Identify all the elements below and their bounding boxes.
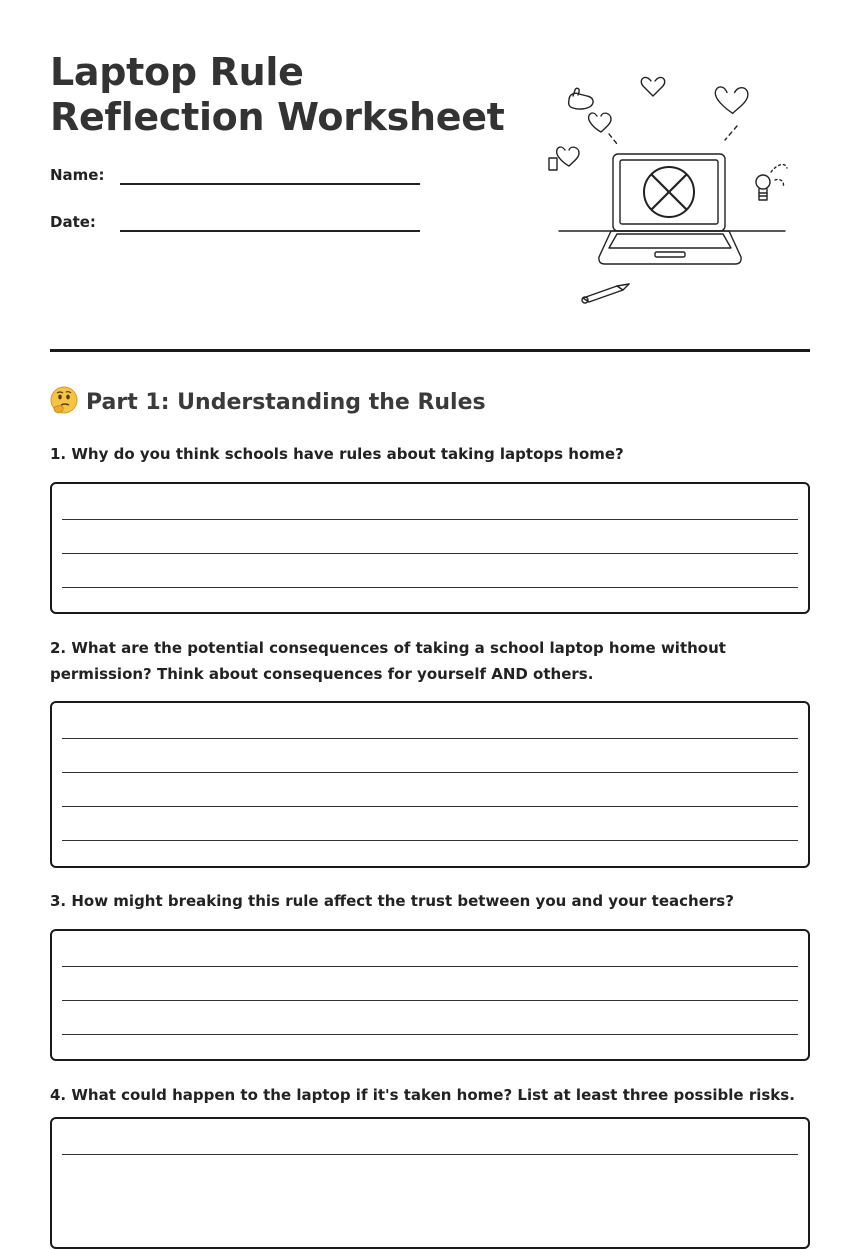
answer-box-3[interactable] [50,929,810,1061]
lightbulb-icon [756,175,770,189]
answer-line [62,587,798,588]
answer-box-1[interactable] [50,482,810,614]
thumbs-up-icon [569,93,593,109]
name-label: Name: [50,166,105,184]
heart-icon [557,147,579,166]
answer-line [62,519,798,520]
name-blank-line[interactable] [120,183,420,185]
answer-line [62,806,798,807]
worksheet-header [50,0,810,353]
motion-dash [609,134,617,144]
answer-box-2[interactable] [50,701,810,868]
heart-icon [589,113,611,132]
thumbs-up-icon [573,88,579,96]
answer-line [62,1154,798,1155]
heart-icon [641,77,664,96]
date-field[interactable] [50,213,420,243]
question-4: 4. What could happen to the laptop if it's taken home? List at least three possible risks. [50,1086,795,1104]
thumbs-up-icon [549,158,557,170]
answer-line [62,966,798,967]
section-title [50,386,486,415]
worksheet-page [50,0,810,1104]
lightbulb-icon [759,189,767,200]
date-blank-line[interactable] [120,230,420,232]
laptop-doodle-icon [545,72,790,307]
answer-line [62,1034,798,1035]
answer-line [62,840,798,841]
date-label: Date: [50,213,96,231]
name-field[interactable] [50,166,420,196]
lightbulb-rays [775,179,784,188]
laptop-keyboard [609,234,731,248]
question-3: 3. How might breaking this rule affect the trust between you and your teachers? [50,892,734,910]
answer-line [62,738,798,739]
thinking-face-icon [50,386,78,414]
header-divider [50,349,810,352]
question-2: 2. What are the potential consequences of taking a school laptop home without permission? Think about consequences for yourself AND others. [50,639,726,683]
motion-dash [725,126,737,140]
lightbulb-rays [771,165,787,172]
question-1: 1. Why do you think schools have rules about taking laptops home? [50,445,624,463]
answer-line [62,772,798,773]
pencil-icon [583,286,623,302]
page-title: Laptop Rule Reflection Worksheet [50,50,505,139]
answer-line [62,553,798,554]
heart-icon [715,87,748,113]
answer-box-4[interactable] [50,1117,810,1249]
answer-line [62,1000,798,1001]
section-title-text: Part 1: Understanding the Rules [86,390,486,415]
laptop-trackpad [655,252,685,257]
